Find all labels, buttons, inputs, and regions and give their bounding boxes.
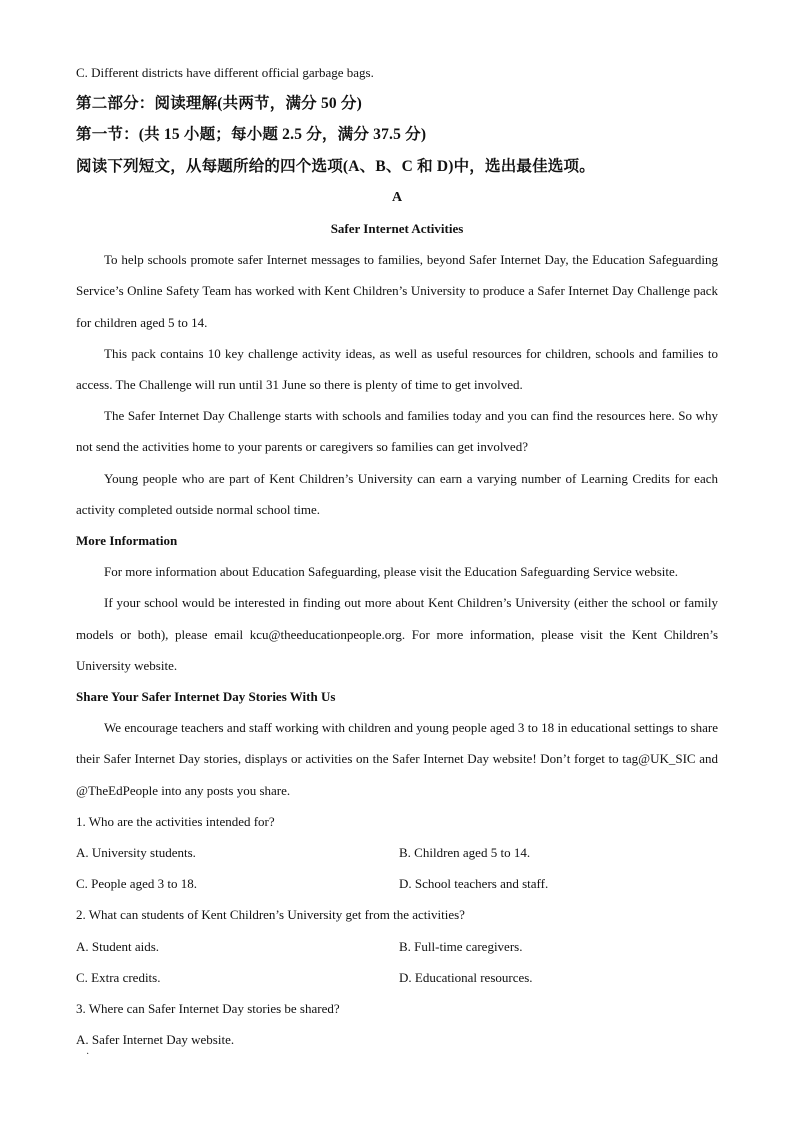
more-info-paragraph-1: For more information about Education Safeguarding, please visit the Education Safeguarding Service website. bbox=[104, 564, 679, 580]
share-paragraph: We encourage teachers and staff working with children and young people aged 3 to 18 in educational settings to share their Safer Internet Day stories, displays or activities on the Safer Internet Day website! Don’t forget to tag@UK_SIC and @TheEdPeople into any posts you share. bbox=[76, 720, 718, 798]
question-2-option-b[interactable]: B. Full-time caregivers. bbox=[399, 938, 523, 954]
paragraph-2: This pack contains 10 key challenge activity ideas, as well as useful resources for children, schools and families to access. The Challenge will run until 31 June so there is plenty of time to get involved. bbox=[76, 345, 718, 393]
paragraph-3: The Safer Internet Day Challenge starts with schools and families today and you can find the resources here. So why not send the activities home to your parents or caregivers so families can get involved? bbox=[76, 408, 718, 455]
passage-letter: A bbox=[391, 189, 403, 205]
question-2-stem: 2. What can students of Kent Children’s University get from the activities? bbox=[76, 907, 465, 923]
heading-more-information: More Information bbox=[76, 533, 178, 549]
question-1-option-c[interactable]: C. People aged 3 to 18. bbox=[76, 876, 197, 892]
question-1-option-b[interactable]: B. Children aged 5 to 14. bbox=[399, 845, 531, 861]
previous-option-c: C. Different districts have different official garbage bags. bbox=[76, 65, 374, 80]
footer-mark: · bbox=[86, 1049, 90, 1060]
question-1-stem: 1. Who are the activities intended for? bbox=[76, 813, 275, 829]
question-1-option-d[interactable]: D. School teachers and staff. bbox=[399, 876, 549, 892]
question-2-option-c[interactable]: C. Extra credits. bbox=[76, 969, 161, 985]
question-2-option-d[interactable]: D. Educational resources. bbox=[399, 969, 533, 985]
question-2-options-row-2 bbox=[76, 962, 718, 993]
heading-share-stories: Share Your Safer Internet Day Stories With Us bbox=[76, 689, 336, 705]
section-title: 第二部分：阅读理解(共两节，满分 50 分) bbox=[76, 95, 362, 113]
instructions: 阅读下列短文，从每题所给的四个选项(A、B、C 和 D)中，选出最佳选项。 bbox=[76, 157, 595, 175]
question-2-option-a[interactable]: A. Student aids. bbox=[76, 938, 160, 954]
more-info-paragraph-2: If your school would be interested in finding out more about Kent Children’s University (either the school or family models or both), please email kcu@theeducationpeople.org. For more information, please visit the Kent Children’s University website. bbox=[76, 595, 718, 673]
question-1-options-row-1 bbox=[76, 837, 718, 868]
question-3-stem: 3. Where can Safer Internet Day stories be shared? bbox=[76, 1001, 340, 1017]
subsection-title: 第一节：(共 15 小题；每小题 2.5 分，满分 37.5 分) bbox=[76, 126, 427, 144]
question-2-options-row-1 bbox=[76, 931, 718, 962]
question-1-options-row-2 bbox=[76, 868, 718, 899]
question-3-option-a[interactable]: A. Safer Internet Day website. bbox=[76, 1032, 235, 1048]
document-page bbox=[76, 57, 718, 1056]
paragraph-1: To help schools promote safer Internet messages to families, beyond Safer Internet Day, the Education Safeguarding Service’s Online Safety Team has worked with Kent Children’s University to produce a Safer Internet Day Challenge pack for children aged 5 to 14. bbox=[76, 252, 718, 330]
passage-title: Safer Internet Activities bbox=[330, 221, 464, 237]
question-1-option-a[interactable]: A. University students. bbox=[76, 845, 196, 861]
paragraph-4: Young people who are part of Kent Children’s University can earn a varying number of Learning Credits for each activity completed outside normal school time. bbox=[76, 470, 718, 517]
